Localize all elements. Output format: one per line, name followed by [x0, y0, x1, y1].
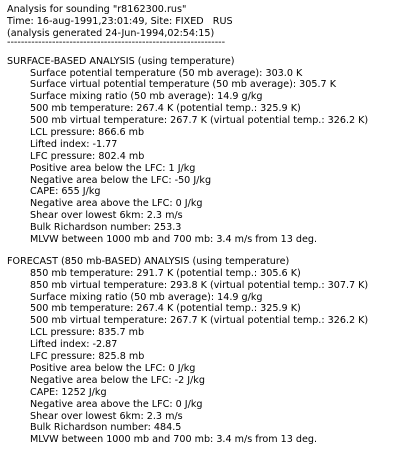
forecast-line: 850 mb temperature: 291.7 K (potential temp.: 305.6 K) [30, 267, 301, 279]
forecast-line: 500 mb virtual temperature: 267.7 K (virtual potential temp.: 326.2 K) [30, 315, 369, 327]
surface-line: Negative area above the LFC: 0 J/kg [30, 198, 203, 210]
forecast-line: MLVW between 1000 mb and 700 mb: 3.4 m/s from 13 deg. [30, 434, 318, 446]
surface-section [7, 56, 420, 246]
forecast-section-title: FORECAST (850 mb-BASED) ANALYSIS (using temperature) [7, 255, 290, 267]
surface-line: MLVW between 1000 mb and 700 mb: 3.4 m/s from 13 deg. [30, 234, 318, 246]
forecast-line: Surface mixing ratio (50 mb average): 14.9 g/kg [30, 291, 263, 303]
header-sounding-name: Analysis for sounding "r8162300.rus" [7, 4, 187, 15]
surface-line: CAPE: 655 J/kg [30, 186, 101, 198]
forecast-line: Negative area below the LFC: -2 J/kg [30, 374, 205, 386]
surface-line: Surface mixing ratio (50 mb average): 14.9 g/kg [30, 91, 263, 103]
header-time-site: Time: 16-aug-1991,23:01:49, Site: FIXED RUS [7, 15, 233, 27]
surface-section-title: SURFACE-BASED ANALYSIS (using temperature) [7, 55, 235, 67]
surface-line: Bulk Richardson number: 253.3 [30, 222, 182, 234]
forecast-line: Negative area above the LFC: 0 J/kg [30, 398, 203, 410]
forecast-line: Positive area below the LFC: 0 J/kg [30, 362, 196, 374]
forecast-line: Shear over lowest 6km: 2.3 m/s [30, 410, 183, 422]
surface-line: LFC pressure: 802.4 mb [30, 150, 145, 162]
forecast-line: 850 mb virtual temperature: 293.8 K (virtual potential temp.: 307.7 K) [30, 279, 369, 291]
surface-line: Shear over lowest 6km: 2.3 m/s [30, 210, 183, 222]
surface-line: 500 mb virtual temperature: 267.7 K (virtual potential temp.: 326.2 K) [30, 115, 369, 127]
surface-line: 500 mb temperature: 267.4 K (potential temp.: 325.9 K) [30, 103, 301, 115]
surface-line: Lifted index: -1.77 [30, 138, 118, 150]
forecast-line: LFC pressure: 825.8 mb [30, 351, 145, 363]
forecast-section [7, 256, 420, 446]
surface-line: Surface potential temperature (50 mb average): 303.0 K [30, 67, 303, 79]
forecast-line: Bulk Richardson number: 484.5 [30, 422, 182, 434]
surface-line: Negative area below the LFC: -50 J/kg [30, 174, 212, 186]
surface-line: Surface virtual potential temperature (50 mb average): 305.7 K [30, 79, 336, 91]
header-generated: (analysis generated 24-Jun-1994,02:54:15) [7, 27, 215, 39]
forecast-line: 500 mb temperature: 267.4 K (potential temp.: 325.9 K) [30, 303, 301, 315]
surface-line: Positive area below the LFC: 1 J/kg [30, 162, 196, 174]
forecast-line: CAPE: 1252 J/kg [30, 386, 107, 398]
surface-line: LCL pressure: 866.6 mb [30, 127, 145, 139]
forecast-line: LCL pressure: 835.7 mb [30, 327, 145, 339]
header-rule: --------------------------------------------------------------- [7, 39, 226, 46]
forecast-line: Lifted index: -2.87 [30, 339, 118, 351]
